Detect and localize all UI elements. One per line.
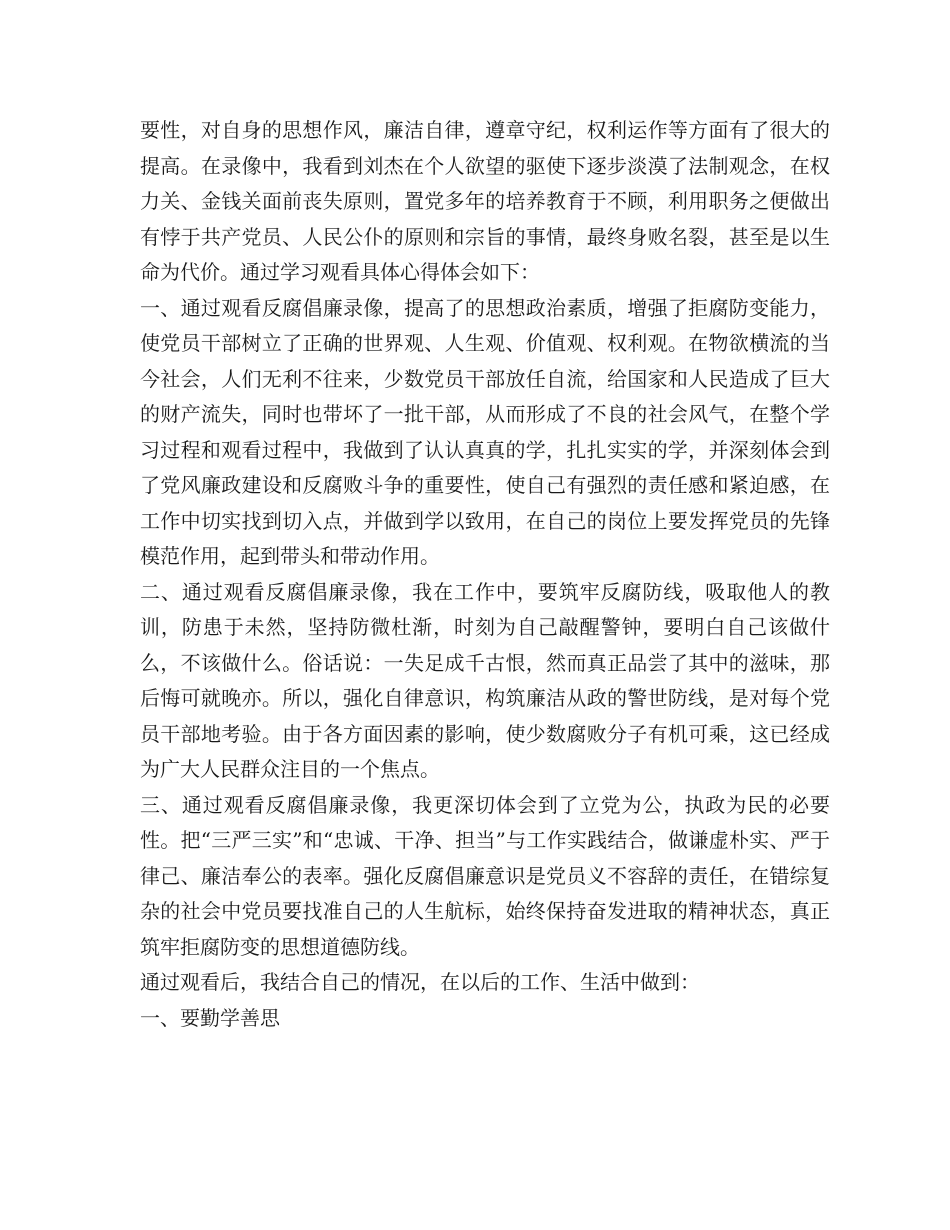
- document-body: [140, 113, 830, 1036]
- paragraph-point-two: 二、通过观看反腐倡廉录像，我在工作中，要筑牢反腐防线，吸取他人的教训，防患于未然，坚持防微杜渐，时刻为自己敲醒警钟，要明白自己该做什么，不该做什么。俗话说：一失足成千古恨，然而真正品尝了其中的滋味，那后悔可就晚亦。所以，强化自律意识，构筑廉洁从政的警世防线，是对每个党员干部地考验。由于各方面因素的影响，使少数腐败分子有机可乘，这已经成为广大人民群众注目的一个焦点。: [140, 579, 830, 781]
- paragraph-conclusion-lead: 通过观看后，我结合自己的情况，在以后的工作、生活中做到：: [140, 970, 700, 994]
- paragraph-heading-study: 一、要勤学善思: [140, 1005, 280, 1030]
- paragraph-point-three: 三、通过观看反腐倡廉录像，我更深切体会到了立党为公，执政为民的必要性。把“三严三实”和“忠诚、干净、担当”与工作实践结合，做谦虚朴实、严于律己、廉洁奉公的表率。强化反腐倡廉意识是党员义不容辞的责任，在错综复杂的社会中党员要找准自己的人生航标，始终保持奋发进取的精神状态，真正筑牢拒腐防变的思想道德防线。: [140, 792, 830, 959]
- paragraph-intro: 要性，对自身的思想作风，廉洁自律，遵章守纪，权利运作等方面有了很大的提高。在录像中，我看到刘杰在个人欲望的驱使下逐步淡漠了法制观念，在权力关、金钱关面前丧失原则，置党多年的培养教育于不顾，利用职务之便做出有悖于共产党员、人民公仆的原则和宗旨的事情，最终身败名裂，甚至是以生命为代价。通过学习观看具体心得体会如下：: [140, 118, 830, 284]
- paragraph-point-one: 一、通过观看反腐倡廉录像，提高了的思想政治素质，增强了拒腐防变能力，使党员干部树立了正确的世界观、人生观、价值观、权利观。在物欲横流的当今社会，人们无利不往来，少数党员干部放任自流，给国家和人民造成了巨大的财产流失，同时也带坏了一批干部，从而形成了不良的社会风气，在整个学习过程和观看过程中，我做到了认认真真的学，扎扎实实的学，并深刻体会到了党风廉政建设和反腐败斗争的重要性，使自己有强烈的责任感和紧迫感，在工作中切实找到切入点，并做到学以致用，在自己的岗位上要发挥党员的先锋模范作用，起到带头和带动作用。: [140, 295, 830, 568]
